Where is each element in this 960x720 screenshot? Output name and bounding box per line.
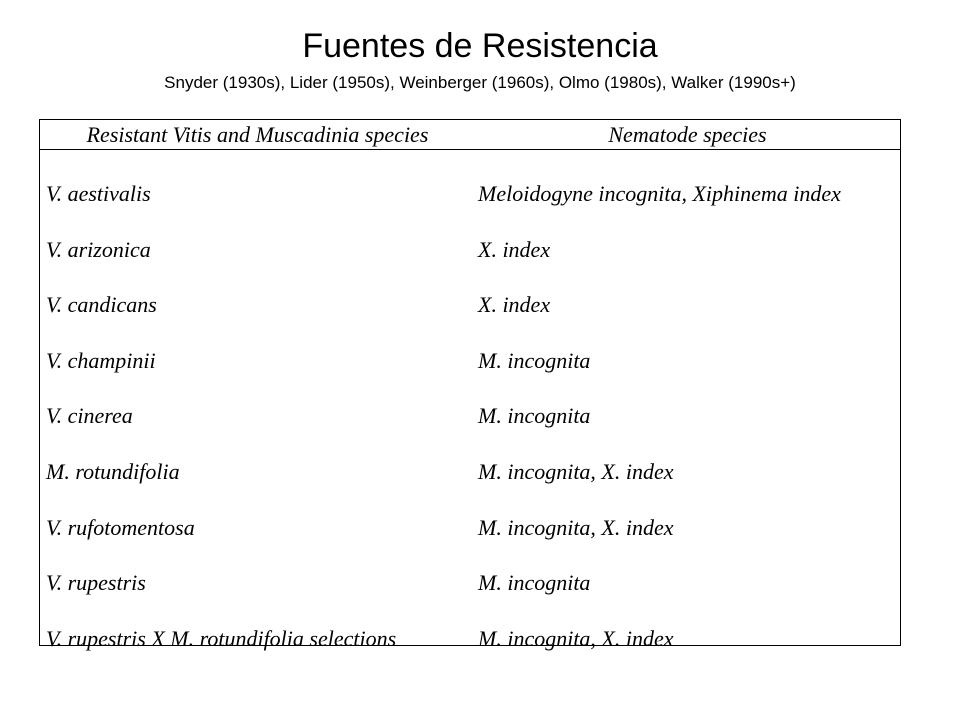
- resistance-table: [39, 119, 901, 651]
- table-row: [40, 150, 900, 206]
- page-title: Fuentes de Resistencia: [302, 27, 658, 65]
- table-row: [40, 539, 900, 595]
- species-cell: V. rufotomentosa: [46, 514, 195, 540]
- species-cell: V. rupestris X M. rotundifolia selections: [46, 625, 397, 651]
- nematode-cell: X. index: [478, 292, 551, 318]
- nematode-cell: M. incognita, X. index: [478, 625, 674, 651]
- species-cell: V. champinii: [46, 347, 156, 373]
- nematode-cell: M. incognita, X. index: [478, 514, 674, 540]
- table-row: [40, 261, 900, 317]
- table-header-row: [40, 120, 900, 150]
- species-cell: V. cinerea: [46, 403, 133, 429]
- species-cell: V. aestivalis: [46, 181, 151, 206]
- species-cell: M. rotundifolia: [46, 458, 180, 484]
- nematode-cell: M. incognita, X. index: [478, 458, 674, 484]
- table-row: [40, 595, 900, 651]
- table-row: [40, 206, 900, 262]
- table-row: [40, 317, 900, 373]
- nematode-cell: X. index: [478, 236, 551, 262]
- page-subtitle: Snyder (1930s), Lider (1950s), Weinberger (1960s), Olmo (1980s), Walker (1990s+): [164, 73, 796, 92]
- table-row: [40, 484, 900, 540]
- nematode-cell: M. incognita: [478, 347, 591, 373]
- header-resistant-species: Resistant Vitis and Muscadinia species: [86, 122, 429, 147]
- table-body: [40, 150, 900, 650]
- nematode-cell: M. incognita: [478, 570, 591, 596]
- nematode-cell: Meloidogyne incognita, Xiphinema index: [478, 181, 841, 206]
- species-cell: V. rupestris: [46, 570, 146, 596]
- header-nematode-species: Nematode species: [608, 122, 767, 147]
- table-row: [40, 428, 900, 484]
- species-cell: V. arizonica: [46, 236, 151, 262]
- table-row: [40, 372, 900, 428]
- nematode-cell: M. incognita: [478, 403, 591, 429]
- species-cell: V. candicans: [46, 292, 157, 318]
